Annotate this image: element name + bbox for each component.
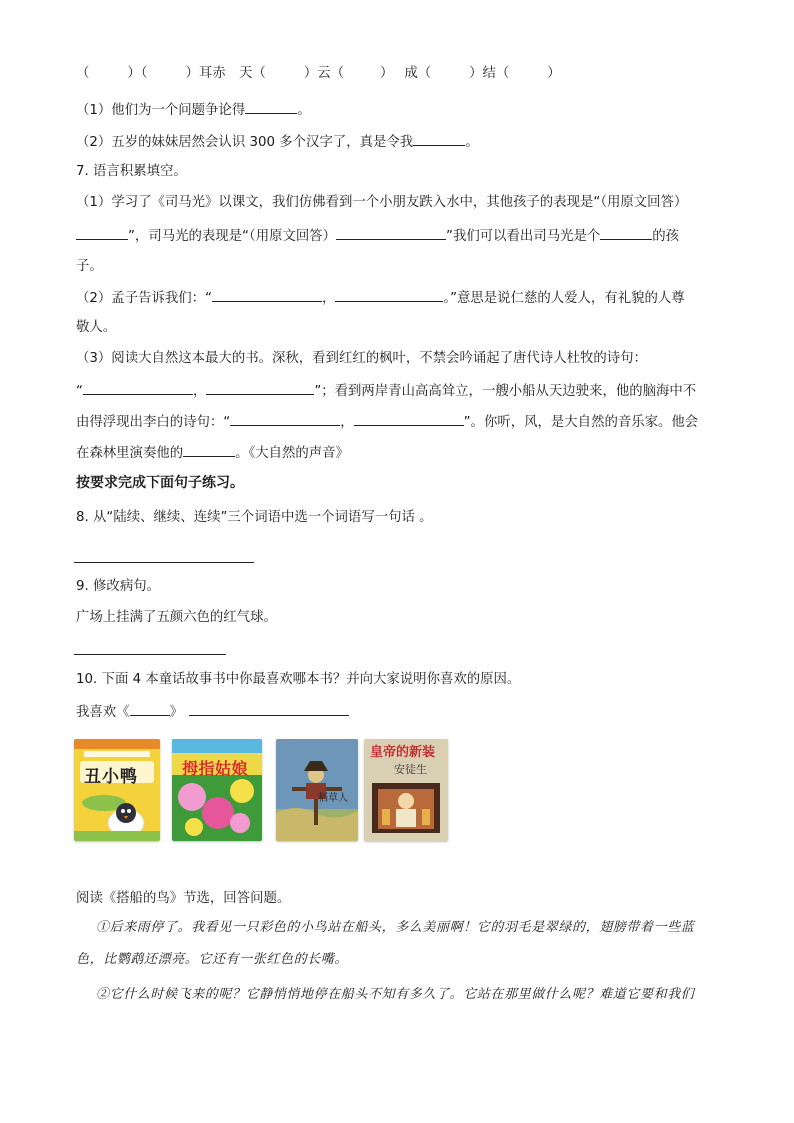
q7-part3-line1: （3）阅读大自然这本最大的书。深秋，看到红红的枫叶，不禁会吟诵起了唐代诗人杜牧的诗句： [76, 351, 647, 366]
reason-blank[interactable] [189, 701, 349, 716]
section-heading: 按要求完成下面句子练习。 [76, 475, 244, 491]
idiom-text: ）结（ [469, 66, 510, 81]
answer-blank[interactable] [206, 380, 314, 395]
idiom-text: ）云（ [303, 66, 344, 81]
book-cover-scarecrow[interactable] [276, 739, 358, 841]
reading-paragraph-1-line2: 色，比鹦鹉还漂亮。它还有一张红色的长嘴。 [76, 952, 349, 967]
idiom-text: ） 成（ [380, 66, 432, 81]
reading-paragraph-1-line1: ①后来雨停了。我看见一只彩色的小鸟站在船头，多么美丽啊！它的羽毛是翠绿的，翅膀带着一些蓝 [96, 920, 695, 935]
answer-blank[interactable] [354, 411, 464, 426]
q10-title: 10. 下面 4 本童话故事书中你最喜欢哪本书？并向大家说明你喜欢的原因。 [76, 672, 521, 687]
q7-part1-line3: 子。 [76, 259, 103, 274]
answer-blank[interactable] [83, 380, 193, 395]
q7-part3-line3: 由得浮现出李白的诗句：“ ， ”。你听，风，是大自然的音乐家。他会 [76, 411, 698, 433]
q9-sentence: 广场上挂满了五颜六色的红气球。 [76, 610, 277, 625]
bracket-text: （ [76, 66, 90, 81]
reading-intro: 阅读《搭船的鸟》节选，回答问题。 [76, 891, 291, 906]
q7-part1-line1: （1）学习了《司马光》以课文，我们仿佛看到一个小朋友跌入水中，其他孩子的表现是“（用原文回答） [76, 195, 688, 210]
bracket-text: ） [547, 66, 561, 81]
book-author: 安徒生 [394, 763, 427, 776]
book-title: 拇指姑娘 [182, 759, 249, 778]
q9-answer-line[interactable] [74, 654, 226, 655]
answer-blank[interactable] [335, 287, 443, 302]
q8-prompt: 8. 从“陆续、继续、连续”三个词语中选一个词语写一句话 。 [76, 510, 433, 525]
book-title: 丑小鸭 [84, 767, 138, 787]
book-name-blank[interactable] [130, 701, 170, 716]
q7-part3-line2: “ ， ”；看到两岸青山高高耸立，一艘小船从天边驶来，他的脑海中不 [76, 380, 696, 402]
answer-blank[interactable] [245, 99, 297, 114]
book-title: 稻草人 [318, 793, 348, 804]
book-cover-thumbelina[interactable] [172, 739, 262, 841]
q7-part2-line2: 敬人。 [76, 320, 117, 335]
answer-blank[interactable] [183, 442, 235, 457]
q7-title: 7. 语言积累填空。 [76, 164, 187, 179]
book-title: 皇帝的新装 [370, 745, 436, 760]
bracket-text: ）（ [127, 66, 148, 81]
answer-blank[interactable] [600, 225, 652, 240]
answer-blank[interactable] [336, 225, 446, 240]
q6-idiom-row [76, 64, 561, 84]
reading-paragraph-2-line1: ②它什么时候飞来的呢？它静悄悄地停在船头不知有多久了。它站在那里做什么呢？难道它要和我们 [96, 987, 695, 1002]
answer-blank[interactable] [76, 225, 128, 240]
q6-sentence-2: （2）五岁的妹妹居然会认识 300 多个汉字了，真是令我 。 [76, 131, 479, 153]
idiom-text: ）耳赤 天（ [185, 66, 266, 81]
book-cover-emperors-new-clothes[interactable] [364, 739, 448, 841]
q7-part1-line2: ”，司马光的表现是“（用原文回答） ”我们可以看出司马光是个 的孩 [76, 225, 679, 247]
q9-title: 9. 修改病句。 [76, 579, 160, 594]
q6-sentence-1: （1）他们为一个问题争论得 。 [76, 99, 311, 121]
q7-part2-line1: （2）孟子告诉我们：“ ， 。”意思是说仁慈的人爱人，有礼貌的人尊 [76, 287, 685, 309]
q8-answer-line[interactable] [74, 562, 254, 563]
book-cover-ugly-duckling[interactable] [74, 739, 160, 841]
answer-blank[interactable] [230, 411, 340, 426]
q10-answer-row: 我喜欢《 》 [76, 701, 349, 723]
q7-part3-line4: 在森林里演奏他的 。《大自然的声音》 [76, 442, 349, 464]
answer-blank[interactable] [413, 131, 465, 146]
answer-blank[interactable] [212, 287, 322, 302]
